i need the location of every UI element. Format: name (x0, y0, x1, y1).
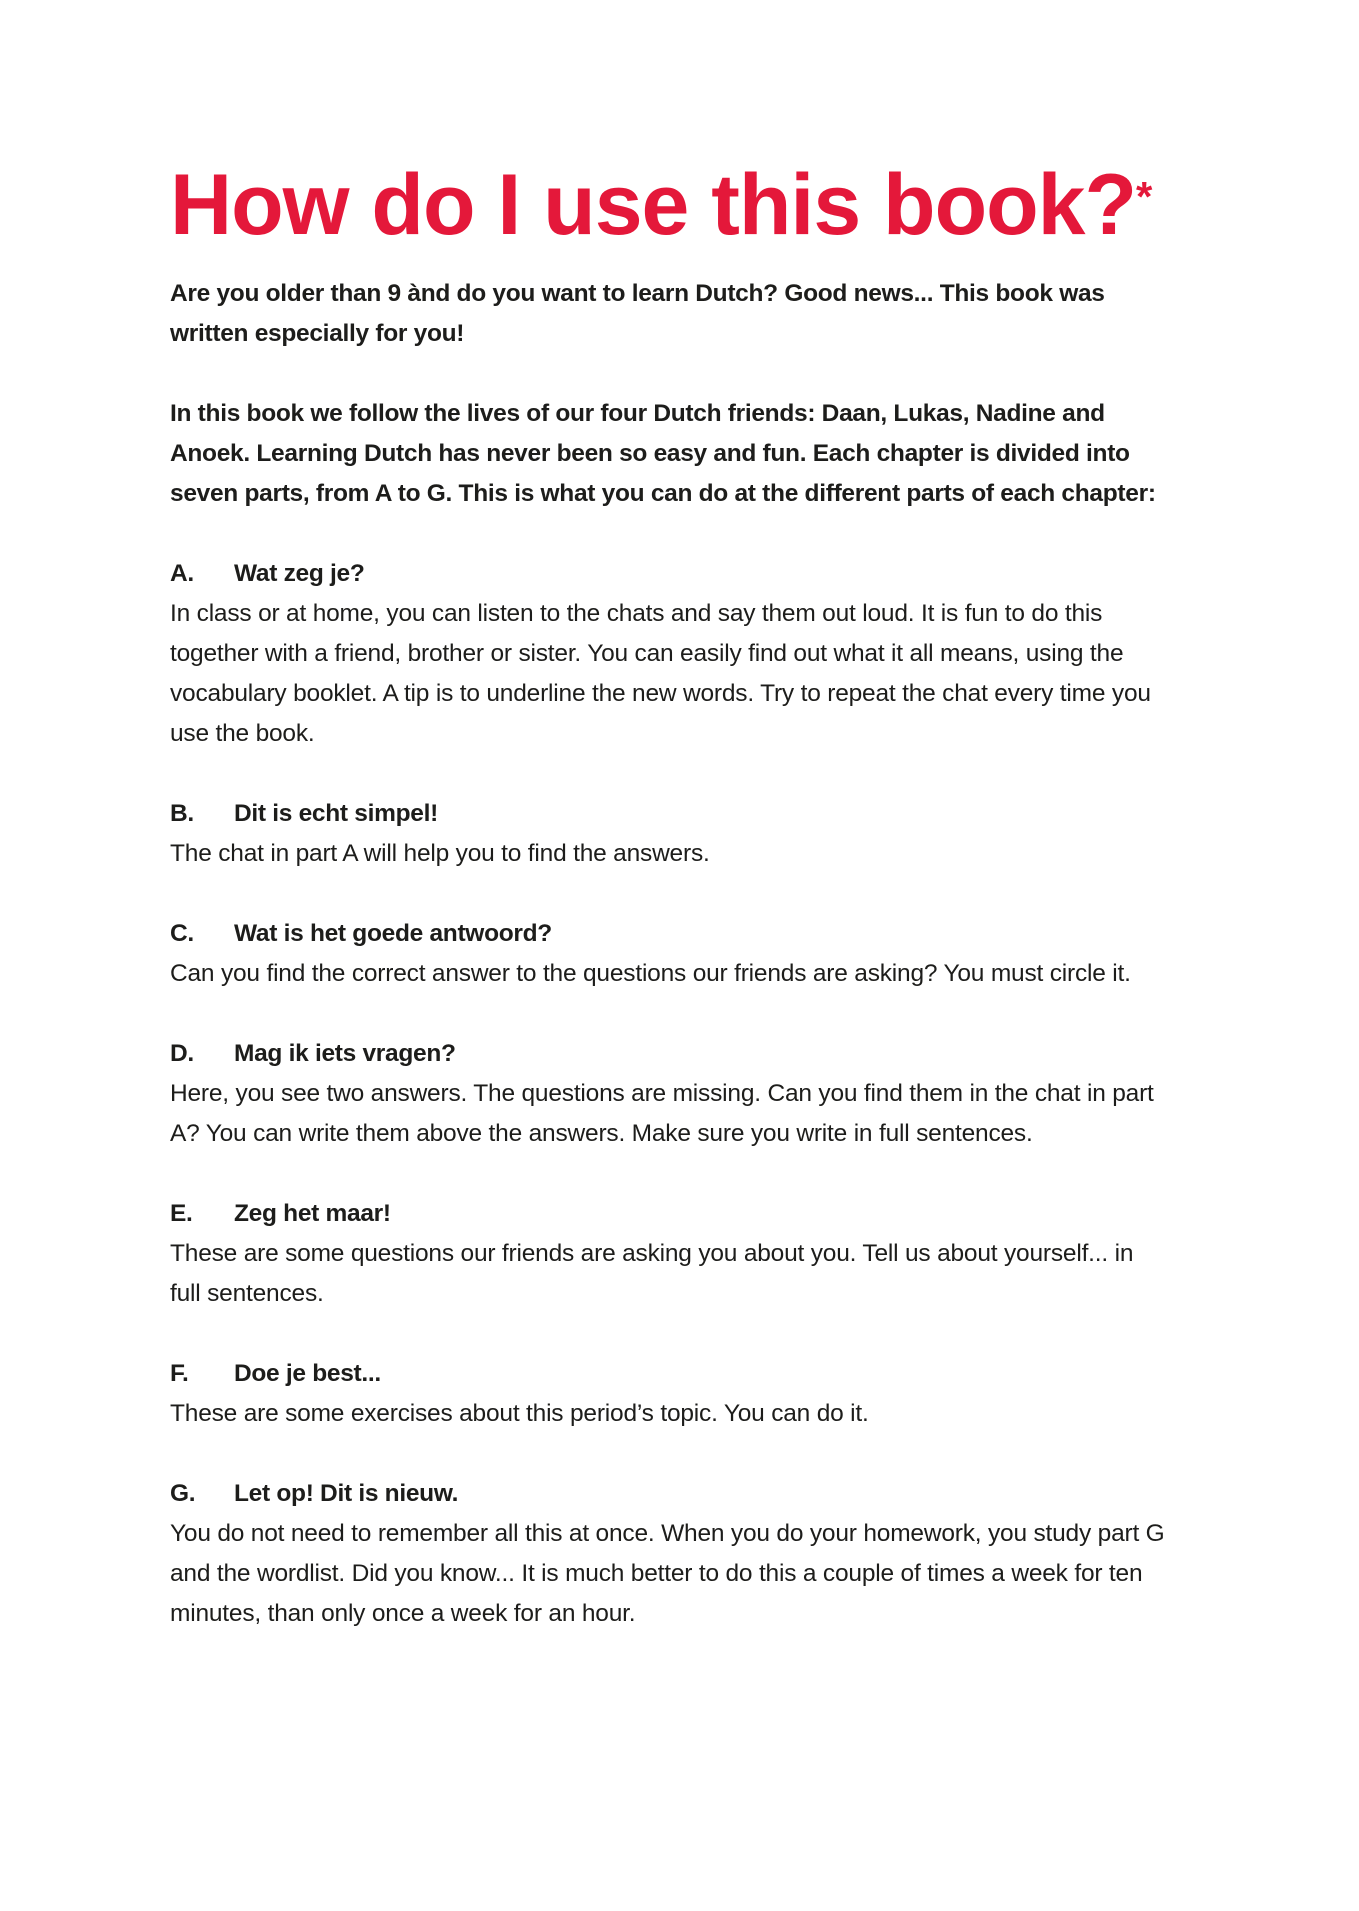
section-title: Doe je best... (234, 1360, 381, 1387)
chapter-parts-list (170, 554, 1170, 1634)
section-body: The chat in part A will help you to find the answers. (170, 840, 710, 867)
section-title: Wat zeg je? (234, 560, 365, 587)
section-letter: E. (170, 1200, 193, 1227)
section-letter: B. (170, 800, 194, 827)
section-c (170, 914, 1170, 994)
page-title-text: How do I use this book? (170, 157, 1136, 253)
section-body: These are some questions our friends are asking you about you. Tell us about yourself... in full sentences. (170, 1240, 1134, 1307)
intro-paragraph: In this book we follow the lives of our four Dutch friends: Daan, Lukas, Nadine and Anoek. Learning Dutch has never been so easy and fun. Each chapter is divided into seven parts, from A to G. This is what you can do at the different parts of each chapter: (170, 400, 1156, 507)
section-title: Mag ik iets vragen? (234, 1040, 456, 1067)
page (170, 150, 1170, 1674)
section-letter: D. (170, 1040, 194, 1067)
section-heading (170, 794, 1170, 834)
section-heading (170, 1034, 1170, 1074)
title-asterisk: * (1136, 173, 1152, 220)
section-body: Can you find the correct answer to the questions our friends are asking? You must circle it. (170, 960, 1131, 987)
section-heading (170, 1354, 1170, 1394)
section-e (170, 1194, 1170, 1314)
section-g (170, 1474, 1170, 1634)
section-heading (170, 1474, 1170, 1514)
section-b (170, 794, 1170, 874)
intro-paragraph: Are you older than 9 ànd do you want to learn Dutch? Good news... This book was written especially for you! (170, 280, 1105, 347)
section-heading (170, 554, 1170, 594)
section-letter: A. (170, 560, 194, 587)
section-letter: F. (170, 1360, 189, 1387)
section-letter: C. (170, 920, 194, 947)
section-body: You do not need to remember all this at once. When you do your homework, you study part G and the wordlist. Did you know... It is much better to do this a couple of times a week for ten minutes, than only once a week for an hour. (170, 1520, 1165, 1627)
page-title (170, 150, 1170, 260)
section-a (170, 554, 1170, 754)
section-body: These are some exercises about this period’s topic. You can do it. (170, 1400, 869, 1427)
section-heading (170, 1194, 1170, 1234)
section-title: Let op! Dit is nieuw. (234, 1480, 459, 1507)
section-body: In class or at home, you can listen to the chats and say them out loud. It is fun to do this together with a friend, brother or sister. You can easily find out what it all means, using the vocabulary booklet. A tip is to underline the new words. Try to repeat the chat every time you use the book. (170, 600, 1151, 747)
section-heading (170, 914, 1170, 954)
section-body: Here, you see two answers. The questions are missing. Can you find them in the chat in part A? You can write them above the answers. Make sure you write in full sentences. (170, 1080, 1154, 1147)
section-f (170, 1354, 1170, 1434)
section-title: Dit is echt simpel! (234, 800, 438, 827)
section-letter: G. (170, 1480, 196, 1507)
section-title: Zeg het maar! (234, 1200, 391, 1227)
section-title: Wat is het goede antwoord? (234, 920, 552, 947)
section-d (170, 1034, 1170, 1154)
